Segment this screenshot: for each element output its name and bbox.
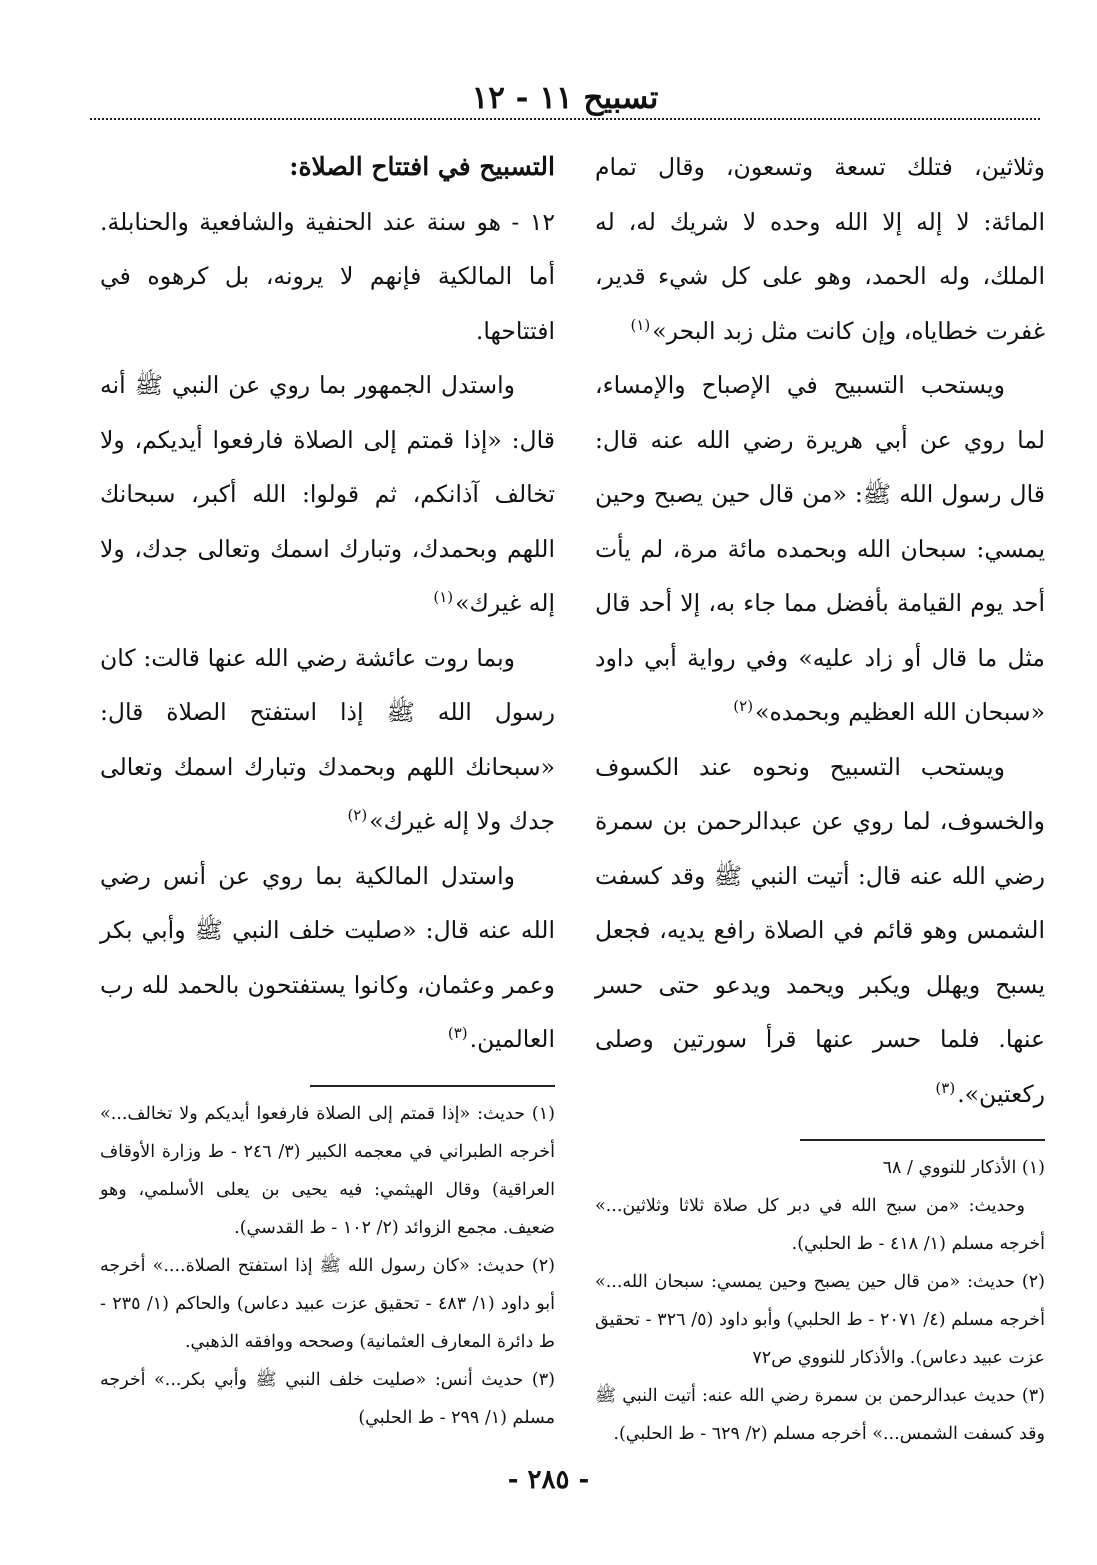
right-column	[595, 140, 1045, 1453]
right-paragraph-1: وثلاثين، فتلك تسعة وتسعون، وقال تمام المائة: لا إله إلا الله وحده لا شريك له، له الملك، وله الحمد، وهو على كل شيء قدير، غفرت خطاياه، وإن كانت مثل زبد البحر»$^{(١)}$	[595, 153, 1045, 345]
footnote-marker: (٢)	[347, 806, 368, 825]
footnote-marker: (١)	[433, 588, 454, 607]
footnote: (١) حديث: «إذا قمتم إلى الصلاة فارفعوا أيديكم ولا تخالف...» أخرجه الطبراني في معجمه الكبير (٣/ ٢٤٦ - ط وزارة الأوقاف العراقية) وقال الهيثمي: فيه يحيى بن يعلى الأسلمي، وهو ضعيف. مجمع الزوائد (٢/ ١٠٢ - ط القدسي).	[100, 1103, 555, 1238]
page-number: - ٢٨٥ -	[507, 1465, 590, 1495]
header-divider	[90, 118, 1040, 120]
left-paragraph-2: واستدل الجمهور بما روي عن النبي ﷺ أنه قال: «إذا قمتم إلى الصلاة فارفعوا أيديكم، ولا تخالف آذانكم، ثم قولوا: الله أكبر، سبحانك اللهم وبحمدك، وتبارك اسمك وتعالى جدك، ولا إله غيرك»$^{(١)}$	[100, 371, 555, 617]
footnote: (٢) حديث: «كان رسول الله ﷺ إذا استفتح الصلاة....» أخرجه أبو داود (١/ ٤٨٣ - تحقيق عزت عبيد دعاس) والحاكم (١/ ٢٣٥ - ط دائرة المعارف العثمانية) وصححه ووافقه الذهبي.	[100, 1255, 555, 1352]
footnote: وحديث: «من سبح الله في دبر كل صلاة ثلاثا وثلاثين...» أخرجه مسلم (١/ ٤١٨ - ط الحلبي).	[595, 1196, 1045, 1254]
left-paragraph-1: ١٢ - هو سنة عند الحنفية والشافعية والحنابلة. أما المالكية فإنهم لا يرونه، بل كرهوه في افتتاحها.	[100, 207, 555, 345]
footnote-marker: (١)	[630, 315, 651, 334]
right-footnotes	[595, 1149, 1045, 1453]
page-header-title: تسبيح ١١ - ١٢	[471, 80, 659, 116]
section-heading: التسبيح في افتتاح الصلاة:	[289, 152, 555, 181]
left-column	[100, 140, 555, 1437]
footnote-marker: (٣)	[447, 1024, 468, 1043]
left-footnotes	[100, 1095, 555, 1437]
footnote-marker: (٢)	[733, 697, 754, 716]
footnote-marker: (٣)	[935, 1078, 956, 1097]
footnote: (٣) حديث عبدالرحمن بن سمرة رضي الله عنه: أتيت النبي ﷺ وقد كسفت الشمس...» أخرجه مسلم (٢/ ٦٢٩ - ط الحلبي).	[595, 1386, 1045, 1444]
footnote: (١) الأذكار للنووي / ٦٨	[882, 1158, 1045, 1178]
right-paragraph-3: ويستحب التسبيح ونحوه عند الكسوف والخسوف، لما روي عن عبدالرحمن بن سمرة رضي الله عنه قال: أتيت النبي ﷺ وقد كسفت الشمس وهو قائم في الصلاة رافع يديه، فجعل يسبح ويهلل ويكبر ويحمد ويدعو حتى حسر عنها. فلما حسر عنها قرأ سورتين وصلى ركعتين».$^{(٣)}$	[595, 752, 1045, 1108]
footnote: (٢) حديث: «من قال حين يصبح وحين يمسي: سبحان الله...» أخرجه مسلم (٤/ ٢٠٧١ - ط الحلبي) وأبو داود (٥/ ٣٢٦ - تحقيق عزت عبيد دعاس). والأذكار للنووي ص٧٢	[595, 1272, 1045, 1368]
footnote: (٣) حديث أنس: «صليت خلف النبي ﷺ وأبي بكر...» أخرجه مسلم (١/ ٢٩٩ - ط الحلبي)	[100, 1369, 555, 1428]
left-paragraph-3: وبما روت عائشة رضي الله عنها قالت: كان رسول الله ﷺ إذا استفتح الصلاة قال: «سبحانك اللهم وبحمدك وتبارك اسمك وتعالى جدك ولا إله غيرك»$^{(٢)}$	[100, 643, 555, 835]
footnote-divider	[310, 1085, 555, 1087]
left-paragraph-4: واستدل المالكية بما روي عن أنس رضي الله عنه قال: «صليت خلف النبي ﷺ وأبي بكر وعمر وعثمان، وكانوا يستفتحون بالحمد لله رب العالمين.$^{(٣)}$	[100, 861, 555, 1053]
right-paragraph-2: ويستحب التسبيح في الإصباح والإمساء، لما روي عن أبي هريرة رضي الله عنه قال: قال رسول الله ﷺ: «من قال حين يصبح وحين يمسي: سبحان الله وبحمده مائة مرة، لم يأت أحد يوم القيامة بأفضل مما جاء به، إلا أحد قال مثل ما قال أو زاد عليه» وفي رواية أبي داود «سبحان الله العظيم وبحمده»$^{(٢)}$	[595, 371, 1045, 726]
footnote-divider	[800, 1139, 1045, 1141]
